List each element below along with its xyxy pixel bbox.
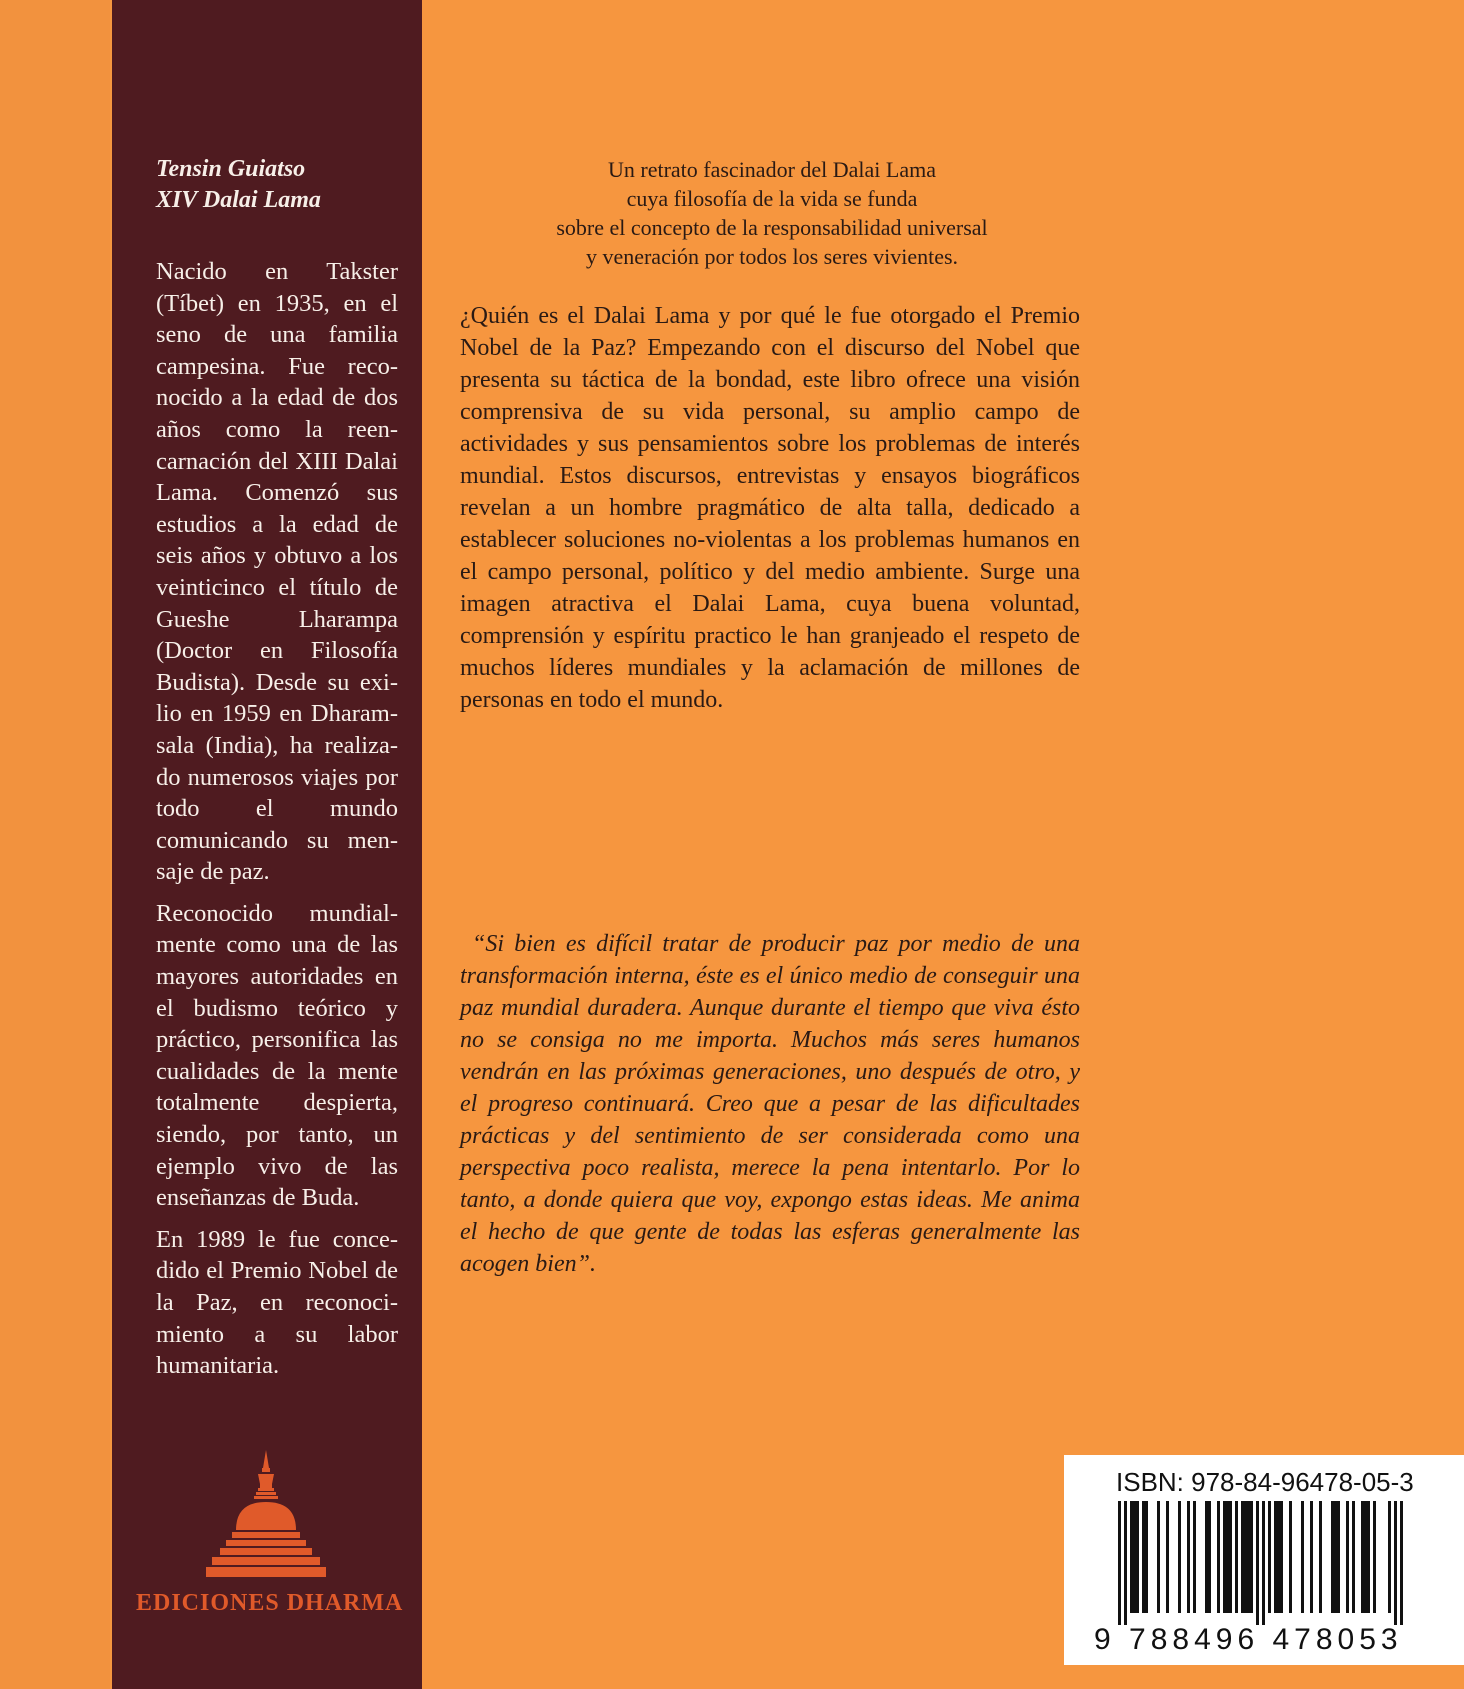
stupa-icon xyxy=(206,1448,326,1578)
publisher-name: EDICIONES DHARMA xyxy=(136,1590,404,1616)
barcode-bar xyxy=(1118,1501,1121,1625)
barcode-bar xyxy=(1280,1501,1283,1613)
barcode-bar xyxy=(1205,1501,1208,1613)
barcode-bar xyxy=(1124,1501,1127,1625)
barcode-bar xyxy=(1187,1501,1190,1613)
barcode-bar xyxy=(1331,1501,1334,1613)
barcode-bar xyxy=(1241,1501,1244,1613)
barcode-bar xyxy=(1256,1501,1259,1625)
bio-paragraph-2: Reconocido mundialmente como una de las mayores autoridades en el budismo teórico y práctico, personifica las cualidades de la mente totalmente despierta, siendo, por tanto, un ejemplo vivo de las enseñanzas de Buda. xyxy=(156,899,398,1212)
tagline-line: sobre el concepto de la responsabilidad universal xyxy=(556,215,988,240)
main-column xyxy=(452,0,1414,1689)
barcode-bar xyxy=(1247,1501,1250,1613)
barcode-bar xyxy=(1337,1501,1340,1613)
barcode-bar xyxy=(1394,1501,1397,1625)
barcode-bar xyxy=(1262,1501,1265,1625)
barcode-bar xyxy=(1178,1501,1181,1613)
dalai-lama-quote xyxy=(460,928,1080,1280)
barcode-bar xyxy=(1142,1501,1145,1613)
tagline xyxy=(452,155,1092,271)
barcode-bar xyxy=(1157,1501,1160,1613)
bio-paragraph-3: En 1989 le fue concedido el Premio Nobel de la Paz, en reconocimiento a su labor humanitaria. xyxy=(156,1225,398,1380)
author-line-2: XIV Dalai Lama xyxy=(156,187,321,213)
barcode-bar xyxy=(1319,1501,1322,1613)
barcode-bar xyxy=(1235,1501,1238,1613)
barcode-bar xyxy=(1136,1501,1139,1613)
barcode-bar xyxy=(1289,1501,1292,1613)
barcode-bar xyxy=(1208,1501,1211,1613)
barcode-bar xyxy=(1250,1501,1253,1613)
barcode-bar xyxy=(1361,1501,1364,1613)
barcode-panel xyxy=(1064,1455,1464,1665)
barcode-bar xyxy=(1334,1501,1337,1613)
barcode-bar xyxy=(1145,1501,1148,1613)
quote-paragraph: “Si bien es difícil tratar de producir paz por medio de una transformación interna, éste es el único medio de conseguir una paz mundial duradera. Aunque durante el tiempo que viva ésto no se consiga no me importa. Muchos más seres humanos vendrán en las próximas generaciones, uno después de otro, y el progreso continuará. Creo que a pesar de las dificultades prácticas y del sentimiento de ser considerada como una perspectiva poco realista, merece la pena intentarlo. Por lo tanto, a donde quiera que voy, expongo estas ideas. Me anima el hecho de que gente de todas las esferas generalmente las acogen bien”. xyxy=(460,931,1080,1277)
barcode-bar xyxy=(1166,1501,1169,1613)
author-name xyxy=(156,154,396,216)
barcode-bar xyxy=(1217,1501,1220,1613)
author-line-1: Tensin Guiatso xyxy=(156,156,306,182)
book-description xyxy=(460,300,1080,716)
barcode-bar xyxy=(1223,1501,1226,1613)
barcode-bar xyxy=(1373,1501,1376,1613)
tagline-line: y veneración por todos los seres vivientes. xyxy=(585,244,959,269)
description-paragraph: ¿Quién es el Dalai Lama y por qué le fue otorgado el Premio Nobel de la Paz? Empezando con el discurso del Nobel que presenta su táctica de la bondad, este libro ofrece una visión comprensiva de su vida personal, su amplio campo de actividades y sus pensamientos sobre los problemas de interés mundial. Estos discursos, entrevistas y ensayos biográficos revelan a un hombre pragmático de alta talla, dedicado a establecer soluciones no-violentas a los problemas humanos en el campo personal, político y del medio ambiente. Surge una imagen atractiva el Dalai Lama, cuya buena voluntad, comprensión y espíritu practico le han granjeado el respeto de muchos líderes mundiales y la aclamación de millones de personas en todo el mundo. xyxy=(460,303,1080,713)
barcode-digits: 9 788496 478053 xyxy=(1094,1623,1403,1656)
barcode-bar xyxy=(1133,1501,1136,1613)
barcode-bar xyxy=(1274,1501,1277,1613)
barcode-bar xyxy=(1229,1501,1232,1613)
tagline-line: cuya filosofía de la vida se funda xyxy=(626,186,918,211)
bio-paragraph-1: Nacido en Takster (Tíbet) en 1935, en el seno de una familia campesina. Fue reconocido a la edad de dos años como la reencarnación del XIII Dalai Lama. Comenzó sus estudios a la edad de seis años y obtuvo a los veinticinco el título de Gueshe Lharampa (Doctor en Filosofía Budista). Desde su exilio en 1959 en Dharamsala (India), ha realizado numerosos viajes por todo el mundo comunicando su mensaje de paz. xyxy=(156,258,398,886)
publisher-logo xyxy=(136,1448,404,1658)
barcode-bar xyxy=(1268,1501,1271,1613)
barcode-bar xyxy=(1310,1501,1313,1613)
author-sidebar xyxy=(112,0,422,1689)
barcode-bar xyxy=(1352,1501,1355,1613)
author-bio xyxy=(156,256,398,1392)
barcode-bar xyxy=(1226,1501,1229,1613)
barcode-bar xyxy=(1301,1501,1304,1613)
barcode-bar xyxy=(1277,1501,1280,1613)
barcode-bar xyxy=(1388,1501,1391,1613)
tagline-line: Un retrato fascinador del Dalai Lama xyxy=(607,157,936,182)
barcode-bar xyxy=(1244,1501,1247,1613)
barcode-icon xyxy=(1100,1501,1440,1625)
cover-edge xyxy=(0,0,110,1689)
barcode-bar xyxy=(1193,1501,1196,1613)
barcode-bar xyxy=(1346,1501,1349,1613)
barcode-bar xyxy=(1364,1501,1367,1613)
barcode-bar xyxy=(1367,1501,1370,1613)
barcode-bar xyxy=(1400,1501,1403,1625)
barcode-bar xyxy=(1130,1501,1133,1613)
isbn-label: ISBN: 978-84-96478-05-3 xyxy=(1116,1467,1414,1497)
